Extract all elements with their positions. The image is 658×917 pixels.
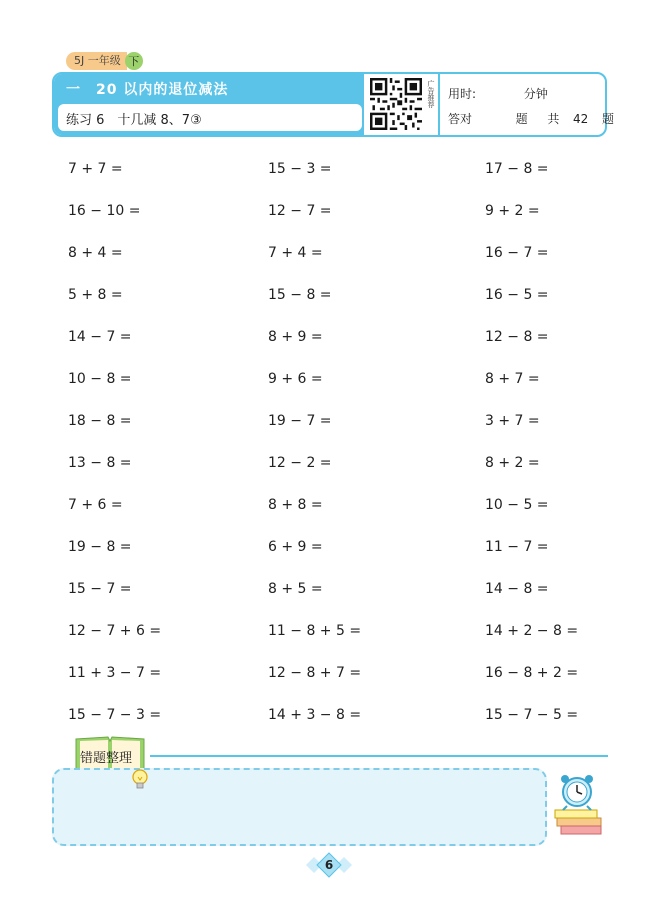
problem: 8 + 8 =: [268, 497, 323, 513]
problem-row: [68, 358, 628, 400]
time-label: 用时:: [448, 87, 477, 101]
problem: 8 + 4 =: [68, 245, 123, 261]
problem-row: [68, 610, 628, 652]
total-count: 42: [573, 112, 589, 126]
qr-code-icon[interactable]: [370, 78, 422, 130]
grade-label: 5J 一年级: [66, 52, 127, 70]
problem: 6 + 9 =: [268, 539, 323, 555]
problem: 12 − 8 =: [485, 329, 549, 345]
problem-row: [68, 148, 628, 190]
qr-caption: 广告推荐: [427, 80, 435, 108]
problem: 15 − 7 − 3 =: [68, 707, 162, 723]
correct-label: 答对: [448, 112, 473, 126]
problem-row: [68, 400, 628, 442]
problem-grid: [68, 148, 628, 736]
problem: 14 − 7 =: [68, 329, 132, 345]
problem-row: [68, 652, 628, 694]
error-notes-area[interactable]: [52, 768, 547, 846]
exercise-title-box: [58, 104, 362, 131]
problem: 19 − 7 =: [268, 413, 332, 429]
page-number-badge: [304, 852, 354, 878]
time-row: [448, 85, 548, 102]
problem-row: [68, 190, 628, 232]
problem: 7 + 4 =: [268, 245, 323, 261]
problem: 12 − 7 + 6 =: [68, 623, 162, 639]
problem: 16 − 10 =: [68, 203, 141, 219]
problem-row: [68, 442, 628, 484]
problem: 15 − 8 =: [268, 287, 332, 303]
problem-row: [68, 526, 628, 568]
problem: 10 − 5 =: [485, 497, 549, 513]
problem-row: [68, 484, 628, 526]
problem: 8 + 7 =: [485, 371, 540, 387]
problem: 16 − 7 =: [485, 245, 549, 261]
problem: 18 − 8 =: [68, 413, 132, 429]
problem: 16 − 5 =: [485, 287, 549, 303]
problem: 14 − 8 =: [485, 581, 549, 597]
exercise-header: [52, 72, 614, 137]
problem: 10 − 8 =: [68, 371, 132, 387]
problem-row: [68, 694, 628, 736]
problem: 15 − 7 − 5 =: [485, 707, 579, 723]
score-panel: [438, 74, 614, 135]
problem-row: [68, 274, 628, 316]
problem: 9 + 2 =: [485, 203, 540, 219]
problem: 15 − 7 =: [68, 581, 132, 597]
volume-badge: 下: [125, 52, 143, 70]
error-section-divider: [150, 755, 608, 757]
problem: 13 − 8 =: [68, 455, 132, 471]
problem: 8 + 2 =: [485, 455, 540, 471]
problem: 12 − 2 =: [268, 455, 332, 471]
problem: 11 − 8 + 5 =: [268, 623, 362, 639]
problem: 7 + 6 =: [68, 497, 123, 513]
problem-row: [68, 316, 628, 358]
header-title-panel: [54, 74, 364, 135]
problem: 11 − 7 =: [485, 539, 549, 555]
problem-row: [68, 568, 628, 610]
unit-title: 一 20 以内的退位减法: [66, 82, 229, 98]
problem: 16 − 8 + 2 =: [485, 665, 579, 681]
problem: 14 + 2 − 8 =: [485, 623, 579, 639]
problem: 3 + 7 =: [485, 413, 540, 429]
lightbulb-icon: [130, 768, 150, 792]
grade-tag: [66, 52, 143, 70]
problem: 19 − 8 =: [68, 539, 132, 555]
total-label: 共: [547, 112, 560, 126]
problem: 15 − 3 =: [268, 161, 332, 177]
problem: 7 + 7 =: [68, 161, 123, 177]
alarm-clock-books-icon: [553, 770, 605, 840]
score-row: [448, 110, 614, 127]
error-section-label: 错题整理: [80, 751, 133, 766]
problem: 8 + 5 =: [268, 581, 323, 597]
question-unit: 题: [515, 112, 528, 126]
exercise-title: 练习 6 十几减 8、7③: [66, 113, 202, 128]
problem: 17 − 8 =: [485, 161, 549, 177]
problem: 11 + 3 − 7 =: [68, 665, 162, 681]
problem: 12 − 7 =: [268, 203, 332, 219]
problem: 5 + 8 =: [68, 287, 123, 303]
total-unit: 题: [601, 112, 614, 126]
problem: 14 + 3 − 8 =: [268, 707, 362, 723]
time-unit: 分钟: [523, 87, 548, 101]
problem: 12 − 8 + 7 =: [268, 665, 362, 681]
problem: 9 + 6 =: [268, 371, 323, 387]
page-number: 6: [324, 858, 334, 872]
problem: 8 + 9 =: [268, 329, 323, 345]
problem-row: [68, 232, 628, 274]
